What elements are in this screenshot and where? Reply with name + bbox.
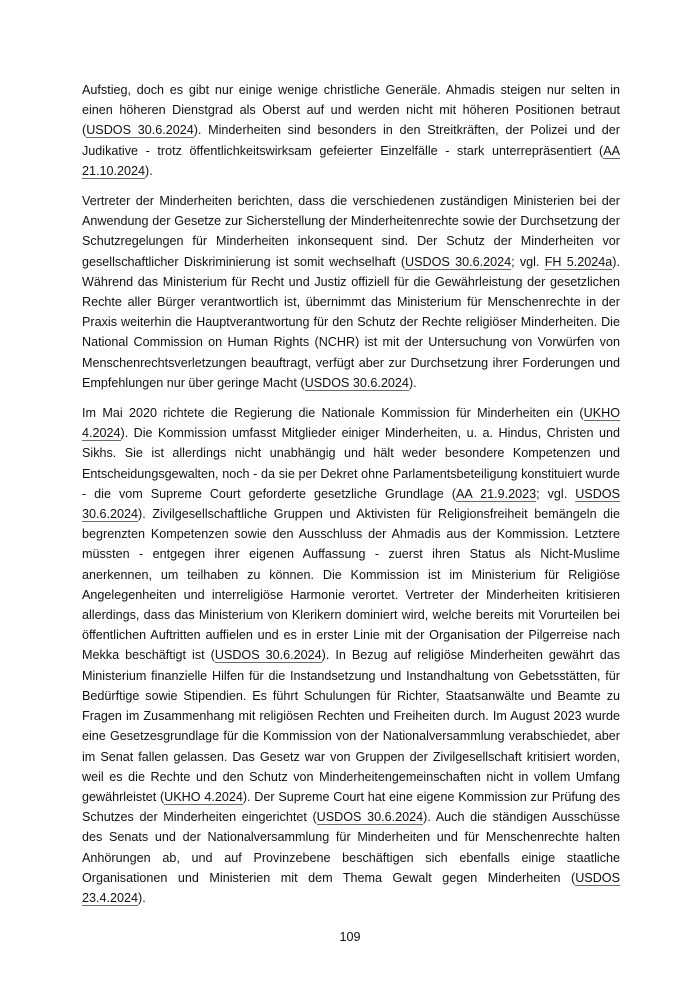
citation-link[interactable]: USDOS 30.6.2024	[82, 486, 620, 522]
citation-link[interactable]: AA 21.10.2024	[82, 143, 620, 178]
citation-link[interactable]: USDOS 30.6.2024	[214, 648, 322, 663]
citation-link[interactable]: UKHO 4.2024	[82, 406, 620, 441]
document-body	[82, 80, 620, 918]
citation-link[interactable]: USDOS 30.6.2024	[86, 123, 194, 138]
citation-link[interactable]: FH 5.2024a	[544, 254, 613, 269]
paragraph-ministries-protection: Vertreter der Minderheiten berichten, dass die verschiedenen zuständigen Ministerien bei der Anwendung der Gesetze zur Sicherstellung der Minderheitenrechte sowie der Durchsetzung der Schutzregelungen für Minderheiten inkonsequent sind. Der Schutz der Minderheiten vor gesellschaftlicher Diskriminierung ist somit wechselhaft (USDOS 30.6.2024; vgl. FH 5.2024a). Während das Ministerium für Recht und Justiz offiziell für die Gewährleistung der gesetzlichen Rechte aller Bürger verantwortlich ist, übernimmt das Ministerium für Menschenrechte in der Praxis weiterhin die Hauptverantwortung für den Schutz der Rechte religiöser Minderheiten. Die National Commission on Human Rights (NCHR) ist mit der Untersuchung von Vorwürfen von Menschenrechtsverletzungen beauftragt, verfügt aber zur Durchsetzung ihrer Forderungen und Empfehlungen nur über geringe Macht (USDOS 30.6.2024).	[82, 194, 620, 390]
paragraph-national-commission: Im Mai 2020 richtete die Regierung die Nationale Kommission für Minderheiten ein (UKHO 4.2024). Die Kommission umfasst Mitglieder einiger Minderheiten, u. a. Hindus, Christen und Sikhs. Sie ist allerdings nicht unabhängig und hält weder besondere Kompetenzen und Entscheidungsgewalten, noch - da sie per Dekret ohne Parlamentsbeteiligung konstituiert wurde - die vom Supreme Court geforderte gesetzliche Grundlage (AA 21.9.2023; vgl. USDOS 30.6.2024). Zivilgesellschaftliche Gruppen und Aktivisten für Religionsfreiheit bemängeln die begrenzten Kompetenzen sowie den Ausschluss der Ahmadis aus der Kommission. Letztere müssten - entgegen ihrer eigenen Auffassung - zuerst ihren Status als Nicht-Muslime anerkennen, um teilhaben zu können. Die Kommission ist im Ministerium für Religiöse Angelegenheiten und interreligiöse Harmonie verortet. Vertreter der Minderheiten kritisieren allerdings, dass das Ministerium von Klerikern dominiert wird, welche bereits mit Vorurteilen bei öffentlichen Auftritten auffielen und es in erster Linie mit der Organisation der Pilgerreise nach Mekka beschäftigt ist (USDOS 30.6.2024). In Bezug auf religiöse Minderheiten gewährt das Ministerium finanzielle Hilfen für die Instandsetzung und Instandhaltung von Gebetsstätten, für Bedürftige sowie Stipendien. Es führt Schulungen für Richter, Staatsanwälte und Beamte zu Fragen im Zusammenhang mit religiösen Rechten und Freiheiten durch. Im August 2023 wurde eine Gesetzesgrundlage für die Kommission von der Nationalversammlung verabschiedet, aber im Senat fallen gelassen. Das Gesetz war von Gruppen der Zivilgesellschaft kritisiert worden, weil es die Rechte und den Schutz von Minderheitengemeinschaften nicht in vollem Umfang gewährleistet (UKHO 4.2024). Der Supreme Court hat eine eigene Kommission zur Prüfung des Schutzes der Minderheiten eingerichtet (USDOS 30.6.2024). Auch die ständigen Ausschüsse des Senats und der Nationalversammlung für Minderheiten und für Menschenrechte halten Anhörungen ab, und auf Provinzebene beschäftigen sich ebenfalls einige staatliche Organisationen und Ministerien mit dem Thema Gewalt gegen Minderheiten (USDOS 23.4.2024).	[82, 406, 621, 905]
paragraph-minorities-military: Aufstieg, doch es gibt nur einige wenige christliche Generäle. Ahmadis steigen nur selten in einen höheren Dienstgrad als Oberst auf und werden nicht mit höheren Positionen betraut (USDOS 30.6.2024). Minderheiten sind besonders in den Streitkräften, der Polizei und der Judikative - trotz öffentlichkeitswirksam gefeierter Einzelfälle - stark unterrepräsentiert (AA 21.10.2024).	[82, 83, 620, 178]
citation-link[interactable]: USDOS 23.4.2024	[82, 870, 620, 905]
citation-link[interactable]: AA 21.9.2023	[456, 486, 537, 501]
citation-link[interactable]: USDOS 30.6.2024	[316, 810, 424, 825]
page-number: 109	[339, 930, 361, 944]
citation-link[interactable]: UKHO 4.2024	[164, 789, 243, 804]
citation-link[interactable]: USDOS 30.6.2024	[405, 254, 512, 269]
citation-link[interactable]: USDOS 30.6.2024	[304, 375, 409, 390]
